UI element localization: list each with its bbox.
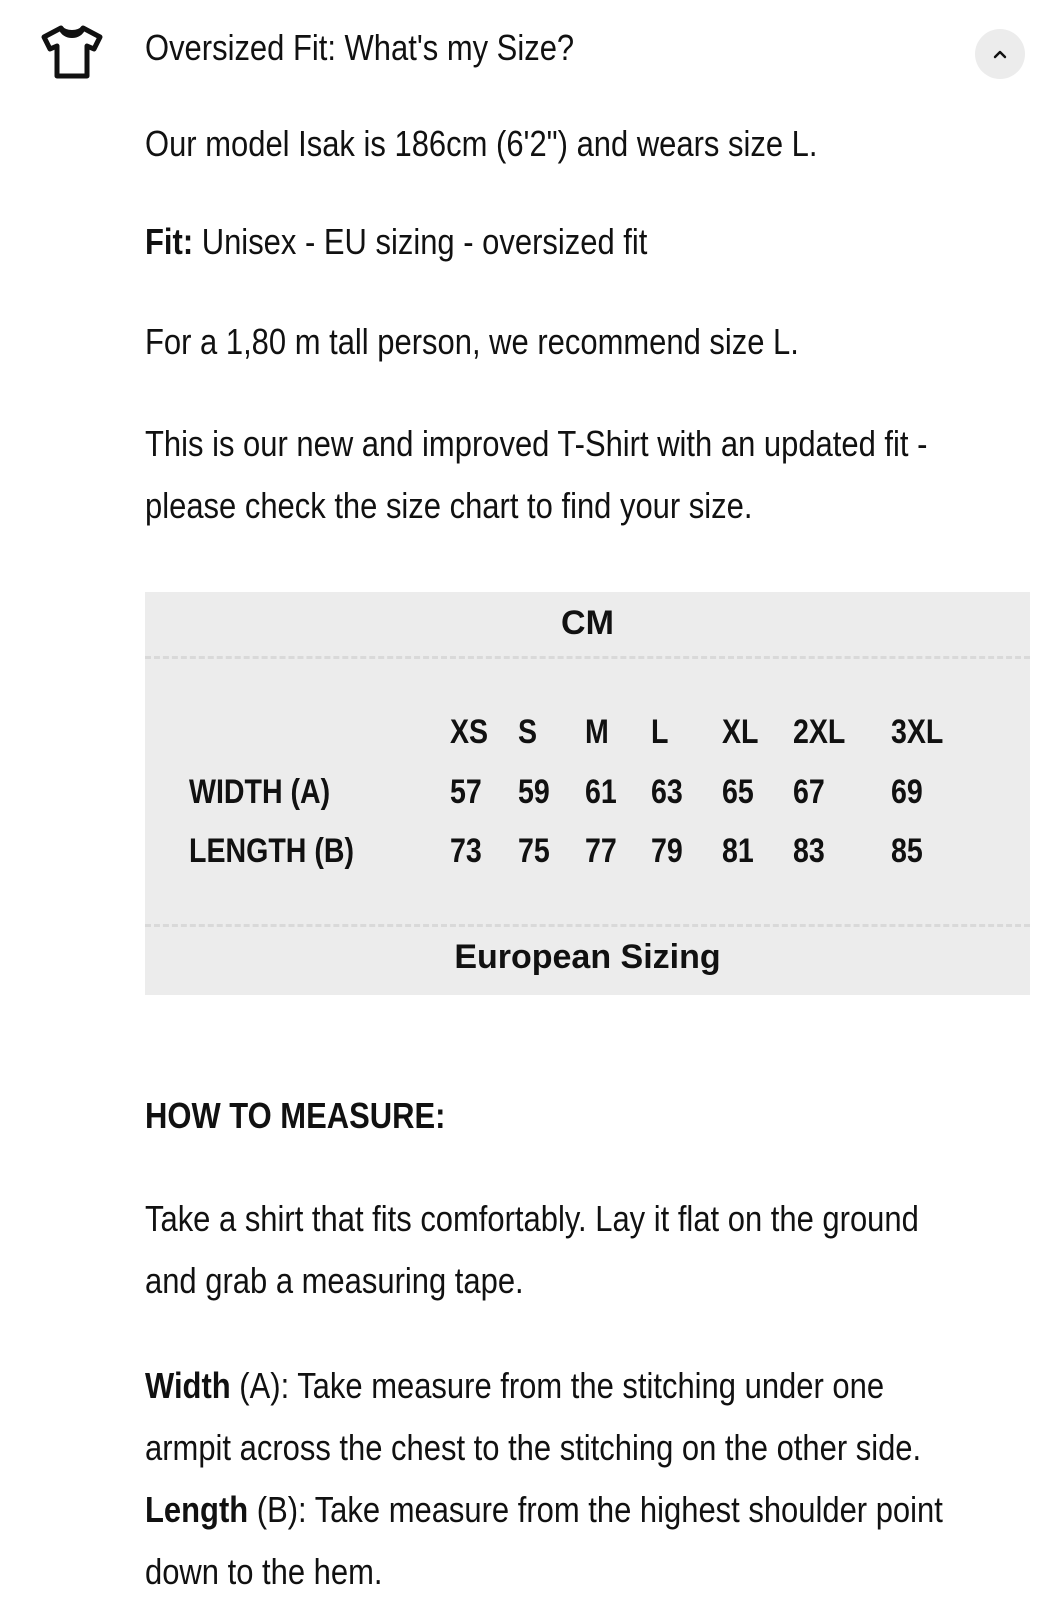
fit-info — [145, 211, 647, 273]
size-header: S — [518, 713, 538, 751]
improved-fit-text-line1: This is our new and improved T-Shirt with an updated fit - — [145, 423, 928, 464]
row-label-length: LENGTH (B) — [189, 832, 354, 870]
length-instruction-line1 — [145, 1479, 943, 1541]
table-cell: 85 — [891, 832, 923, 870]
length-text: (B): Take measure from the highest shoulder point — [248, 1489, 943, 1530]
how-to-measure-heading: HOW TO MEASURE: — [145, 1095, 446, 1136]
divider — [145, 656, 1030, 659]
improved-fit-text-line2: please check the size chart to find your size. — [145, 485, 753, 526]
table-cell: 69 — [891, 773, 923, 811]
model-info-text: Our model Isak is 186cm (6'2") and wears size L. — [145, 123, 818, 164]
measure-intro-line1: Take a shirt that fits comfortably. Lay it flat on the ground — [145, 1198, 919, 1239]
table-cell: 79 — [651, 832, 683, 870]
table-cell: 77 — [585, 832, 617, 870]
table-cell: 67 — [793, 773, 825, 811]
length-label: Length — [145, 1489, 249, 1530]
size-header: M — [585, 713, 609, 751]
chevron-up-icon — [991, 46, 1009, 62]
accordion-header[interactable] — [0, 0, 1057, 100]
row-label-width: WIDTH (A) — [189, 773, 331, 811]
unit-label: CM — [561, 604, 614, 642]
fit-label: Fit: — [145, 221, 194, 262]
size-header: XS — [450, 713, 489, 751]
table-cell: 65 — [722, 773, 754, 811]
size-chart — [145, 592, 1030, 995]
table-cell: 81 — [722, 832, 754, 870]
accordion-title: Oversized Fit: What's my Size? — [145, 27, 575, 68]
size-header: 3XL — [891, 713, 944, 751]
length-instruction-line2: down to the hem. — [145, 1551, 383, 1592]
width-instruction-line2: armpit across the chest to the stitching on the other side. — [145, 1427, 922, 1468]
table-cell: 75 — [518, 832, 550, 870]
t-shirt-icon — [40, 24, 104, 80]
measure-intro-line2: and grab a measuring tape. — [145, 1260, 524, 1301]
width-label: Width — [145, 1365, 231, 1406]
table-cell: 63 — [651, 773, 683, 811]
table-cell: 57 — [450, 773, 482, 811]
sizing-system-label: European Sizing — [454, 938, 721, 976]
table-cell: 83 — [793, 832, 825, 870]
collapse-button[interactable] — [975, 29, 1025, 79]
width-instruction-line1 — [145, 1355, 884, 1417]
size-header: 2XL — [793, 713, 846, 751]
fit-value: Unisex - EU sizing - oversized fit — [193, 221, 648, 262]
size-header: XL — [722, 713, 759, 751]
width-text: (A): Take measure from the stitching under one — [230, 1365, 885, 1406]
table-cell: 59 — [518, 773, 550, 811]
table-cell: 73 — [450, 832, 482, 870]
size-header: L — [651, 713, 669, 751]
recommendation-text: For a 1,80 m tall person, we recommend size L. — [145, 321, 799, 362]
divider — [145, 924, 1030, 927]
table-cell: 61 — [585, 773, 617, 811]
